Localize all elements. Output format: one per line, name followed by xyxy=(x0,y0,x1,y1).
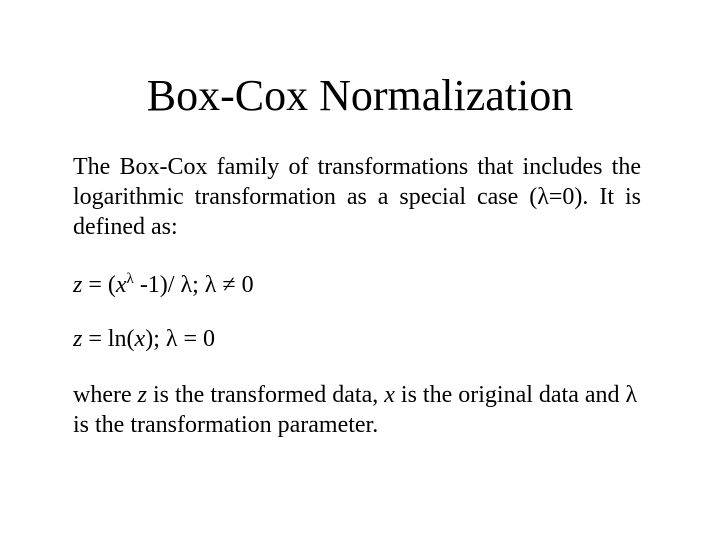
intro-text-after-lambda: =0). It is defined as: xyxy=(73,184,641,240)
definition-part-2: is the original data and λ is the transformation parameter. xyxy=(73,382,638,438)
equation-2-remainder: ); λ = 0 xyxy=(145,326,216,352)
intro-lambda-symbol: λ xyxy=(537,184,549,210)
equation-1-equals-open: = ( xyxy=(82,272,116,298)
definition-variable-z: z xyxy=(137,382,147,408)
slide-title: Box-Cox Normalization xyxy=(146,71,574,120)
definition-variable-x: x xyxy=(384,382,395,408)
equation-1-base-variable: x xyxy=(115,272,127,298)
definition-paragraph xyxy=(73,380,641,440)
definition-prefix: where xyxy=(73,382,138,408)
equation-1-exponent: λ xyxy=(126,271,134,287)
equation-2-lhs-variable: z xyxy=(73,326,83,352)
intro-text-before-lambda: The Box-Cox family of transformations that includes the logarithmic transformation as a special case ( xyxy=(73,154,641,210)
equation-log-transform xyxy=(73,324,641,354)
equation-2-equals-ln: = ln( xyxy=(82,326,135,352)
equation-1-lhs-variable: z xyxy=(73,272,83,298)
definition-part-1: is the transformed data, xyxy=(146,382,385,408)
equation-1-remainder: -1)/ λ; λ ≠ 0 xyxy=(133,272,254,298)
equation-2-argument-variable: x xyxy=(134,326,146,352)
intro-paragraph xyxy=(73,152,641,242)
equation-power-transform xyxy=(73,270,641,300)
